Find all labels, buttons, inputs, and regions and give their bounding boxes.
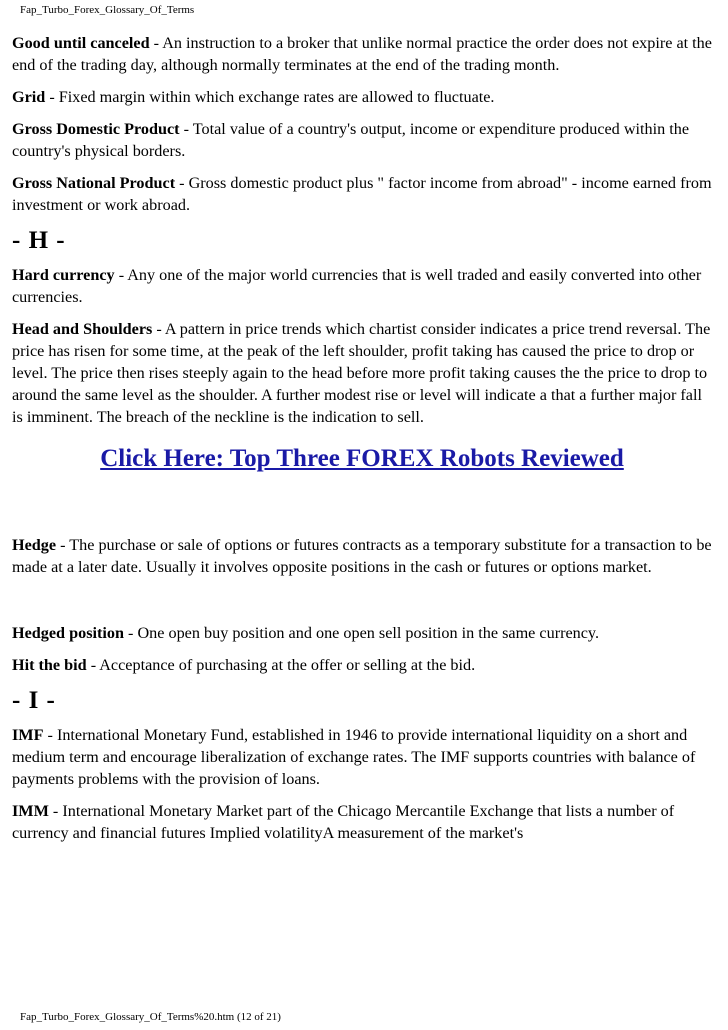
entry-term: Good until canceled [12,34,150,52]
glossary-entry-head-and-shoulders [12,318,712,428]
entry-term: Hit the bid [12,656,87,674]
glossary-entry-imm [12,800,712,844]
entry-definition: - Acceptance of purchasing at the offer or selling at the bid. [86,656,476,674]
glossary-entry-good-until-canceled [12,32,712,76]
glossary-entry-hit-the-bid [12,654,712,676]
glossary-entry-gross-national-product [12,172,712,216]
entry-term: Grid [12,88,46,106]
entry-term: Head and Shoulders [12,320,153,338]
spacer [12,588,712,622]
entry-term: Gross Domestic Product [12,120,180,138]
entry-term: Hedged position [12,624,124,642]
entry-definition: - International Monetary Market part of the Chicago Mercantile Exchange that lists a number of currency and financial futures Implied volatilityA measurement of the market's [12,802,675,842]
entry-definition: - The purchase or sale of options or futures contracts as a temporary substitute for a transaction to be made at a later date. Usually it involves opposite positions in the cash or futures or options market. [12,536,712,576]
entry-definition: - Fixed margin within which exchange rates are allowed to fluctuate. [45,88,495,106]
glossary-entry-hedged-position [12,622,712,644]
entry-definition: - An instruction to a broker that unlike normal practice the order does not expire at the end of the trading day, although normally terminates at the end of the trading month. [12,34,712,74]
glossary-content [12,32,712,854]
entry-definition: - Total value of a country's output, income or expenditure produced within the country's physical borders. [12,120,690,160]
entry-term: Gross National Product [12,174,176,192]
section-heading-h: - H - [12,227,66,254]
section-heading-i: - I - [12,687,56,714]
glossary-entry-hedge [12,534,712,578]
glossary-entry-hard-currency [12,264,712,308]
entry-term: Hedge [12,536,57,554]
entry-definition: - International Monetary Fund, established in 1946 to provide international liquidity on a short and medium term and encourage liberalization of exchange rates. The IMF supports countries with balance of payments problems with the provision of loans. [12,726,696,788]
entry-term: IMM [12,802,49,820]
entry-definition: - Gross domestic product plus " factor income from abroad" - income earned from investment or work abroad. [12,174,712,214]
page-footer: Fap_Turbo_Forex_Glossary_Of_Terms%20.htm (12 of 21) [20,1011,281,1023]
glossary-entry-grid [12,86,712,108]
entry-definition: - One open buy position and one open sell position in the same currency. [124,624,600,642]
entry-term: IMF [12,726,44,744]
page-header: Fap_Turbo_Forex_Glossary_Of_Terms [20,4,195,16]
promo-banner [12,444,712,474]
promo-link[interactable]: Click Here: Top Three FOREX Robots Reviewed [100,445,624,472]
entry-term: Hard currency [12,266,115,284]
glossary-entry-gross-domestic-product [12,118,712,162]
glossary-entry-imf [12,724,712,790]
entry-definition: - Any one of the major world currencies that is well traded and easily converted into other currencies. [12,266,702,306]
entry-definition: - A pattern in price trends which chartist consider indicates a price trend reversal. The price has risen for some time, at the peak of the left shoulder, profit taking has caused the price to drop or level. The price then rises steeply again to the head before more profit taking causes the the price to drop to around the same level as the shoulder. A further modest rise or level will indicate a that a further major fall is imminent. The breach of the neckline is the indication to sell. [12,320,711,426]
